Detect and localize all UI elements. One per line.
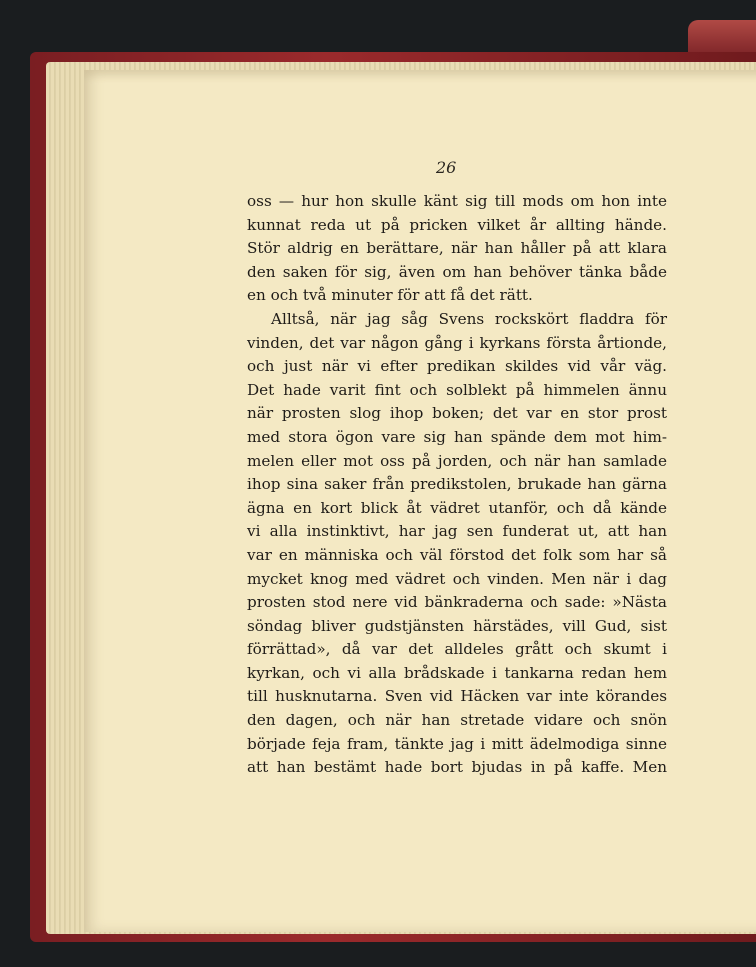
body-text [247, 190, 667, 780]
text-line: började feja fram, tänkte jag i mitt ädelmodiga sinne [247, 734, 667, 753]
text-line: ägna en kort blick åt vädret utanför, och då kände [247, 498, 667, 517]
text-line: att han bestämt hade bort bjudas in på kaffe. Men [247, 758, 667, 777]
text-line: till husknutarna. Sven vid Häcken var inte körandes [247, 687, 667, 706]
text-line: vi alla instinktivt, har jag sen funderat ut, att han [247, 522, 667, 541]
text-line: kyrkan, och vi alla brådskade i tankarna redan hem [247, 663, 667, 682]
text-line: Det hade varit fint och solblekt på himmelen ännu [247, 380, 667, 399]
text-line: den saken för sig, även om han behöver tänka både [247, 262, 667, 281]
text-line: söndag bliver gudstjänsten härstädes, vill Gud, sist [247, 616, 667, 635]
text-line: Stör aldrig en berättare, när han håller på att klara [247, 239, 667, 258]
text-line: melen eller mot oss på jorden, och när han samlade [247, 451, 667, 470]
text-line: ihop sina saker från predikstolen, brukade han gärna [247, 475, 667, 494]
text-line: den dagen, och när han stretade vidare och snön [247, 711, 667, 730]
text-line: Alltså, när jag såg Svens rockskört fladdra för [271, 309, 667, 328]
text-line: vinden, det var någon gång i kyrkans första årtionde, [247, 333, 667, 352]
text-line: oss — hur hon skulle känt sig till mods om hon inte [247, 192, 667, 210]
text-line: mycket knog med vädret och vinden. Men när i dag [247, 569, 667, 588]
text-line: en och två minuter för att få det rätt. [247, 286, 533, 305]
page-number: 26 [436, 158, 457, 177]
text-line: när prosten slog ihop boken; det var en stor prost [247, 404, 667, 423]
text-line: med stora ögon vare sig han spände dem mot him- [247, 427, 667, 446]
text-line: var en människa och väl förstod det folk som har så [247, 545, 667, 564]
text-line: kunnat reda ut på pricken vilket år allting hände. [247, 215, 667, 234]
text-line: förrättad», då var det alldeles grått och skumt i [247, 640, 667, 659]
text-line: prosten stod nere vid bänkraderna och sade: »Nästa [247, 593, 667, 612]
text-line: och just när vi efter predikan skildes vid vår väg. [247, 357, 667, 376]
